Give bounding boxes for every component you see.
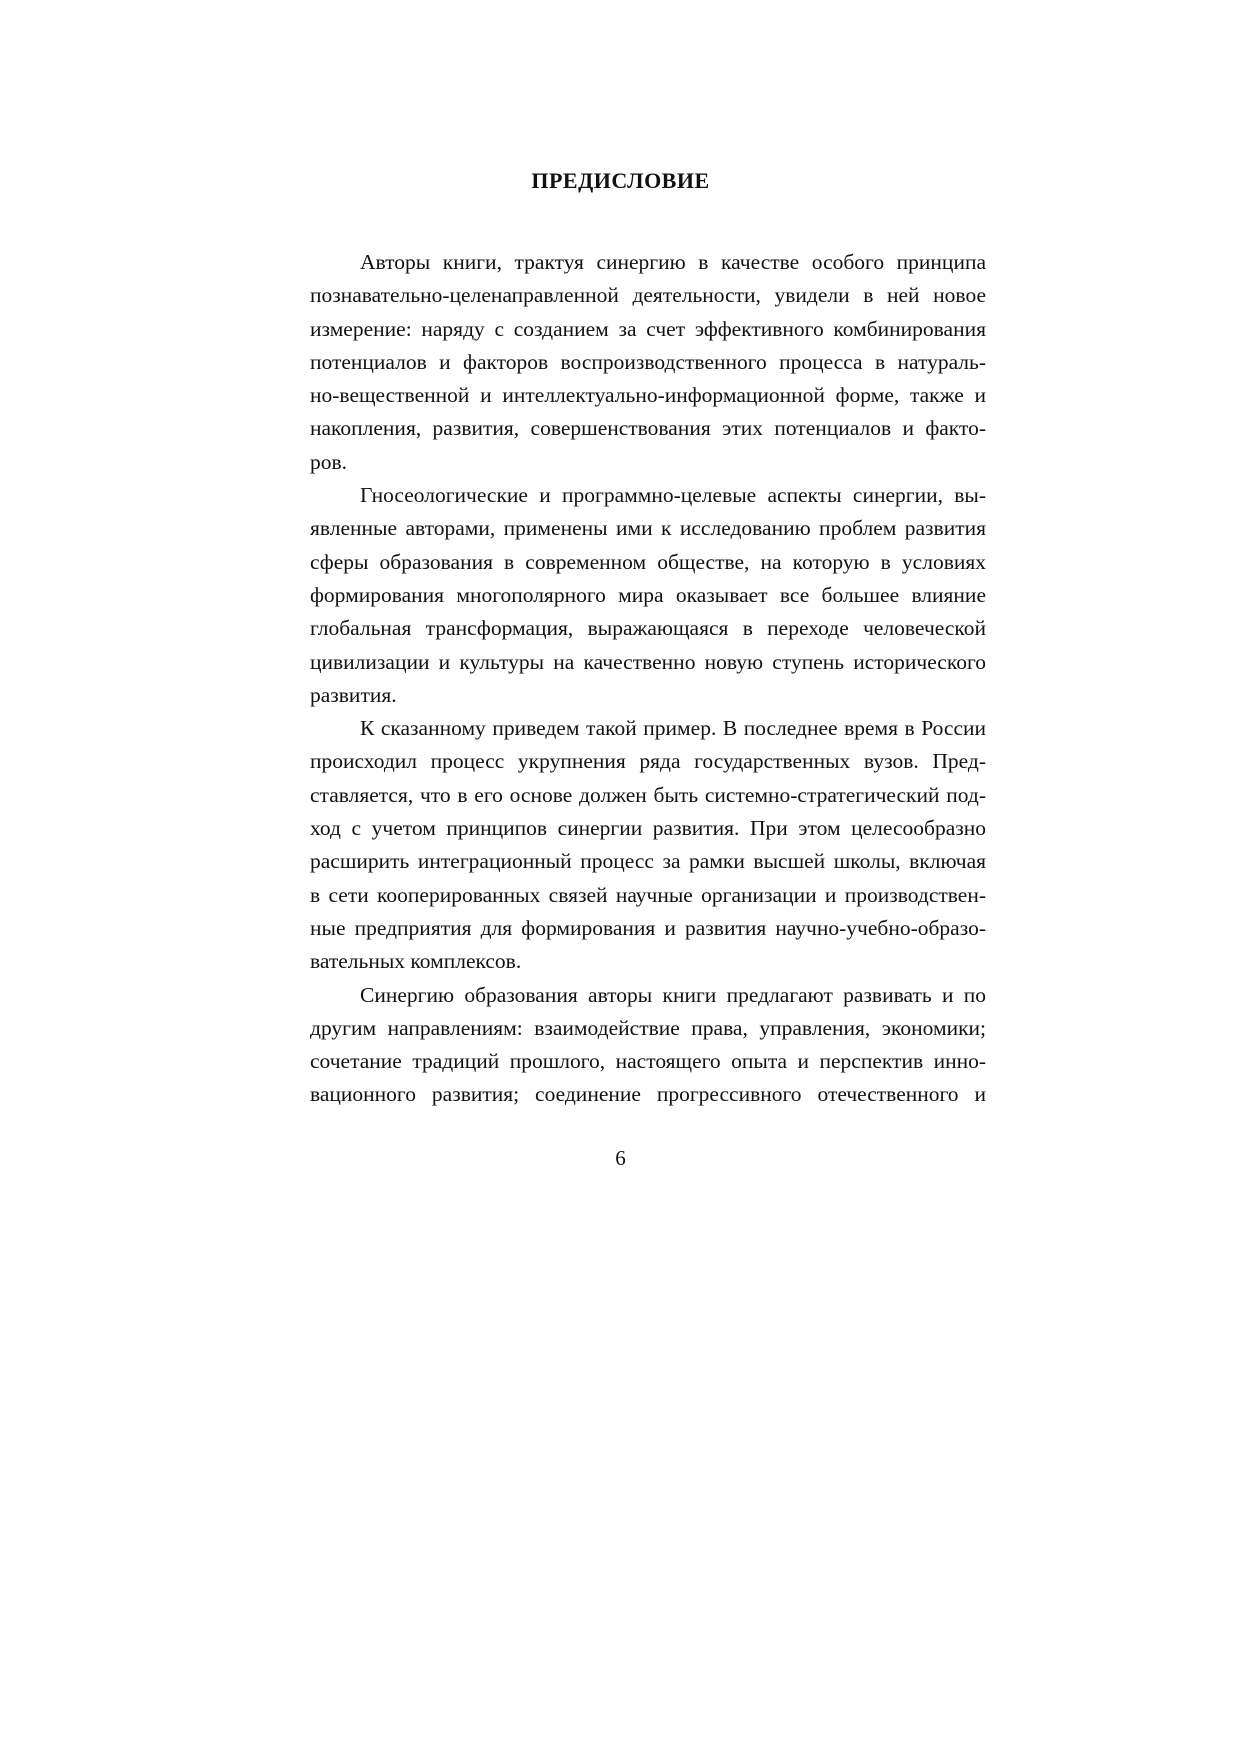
text-line: ход с учетом принципов синергии развития. При этом целесообразно [310,816,986,841]
text-line: глобальная трансформация, выражающаяся в переходе человеческой [310,616,986,641]
text-line: сферы образования в современном обществе, на которую в условиях [310,549,986,574]
text-line: формирования многополярного мира оказывает все большее влияние [310,582,986,607]
text-line: в сети кооперированных связей научные организации и производствен- [310,882,986,907]
text-line: цивилизации и культуры на качественно новую ступень исторического [310,649,986,674]
text-line: Авторы книги, трактуя синергию в качестве особого принципа [360,250,986,274]
text-line: К сказанному приведем такой пример. В последнее время в России [360,716,986,741]
text-line: но-вещественной и интеллектуально-информационной форме, также и [310,383,986,408]
page-title: ПРЕДИСЛОВИЕ [531,168,710,193]
text-line: явленные авторами, применены ими к исследованию проблем развития [310,516,986,541]
text-line: накопления, развития, совершенствования этих потенциалов и факто- [310,416,986,441]
text-line: познавательно-целенаправленной деятельности, увидели в ней новое [310,283,986,308]
text-line: вационного развития; соединение прогрессивного отечественного и [310,1082,986,1107]
text-line: вательных комплексов. [310,949,522,974]
text-line: расширить интеграционный процесс за рамки высшей школы, включая [310,849,986,874]
paragraph [310,712,986,978]
body-text [310,246,986,1112]
text-line: развития. [310,682,397,707]
text-line: измерение: наряду с созданием за счет эффективного комбинирования [310,316,986,341]
text-line: сочетание традиций прошлого, настоящего опыта и перспектив инно- [310,1049,986,1074]
text-line: происходил процесс укрупнения ряда государственных вузов. Пред- [310,749,986,774]
page-number: 6 [615,1146,626,1170]
paragraph [310,246,986,479]
text-line: ставляется, что в его основе должен быть системно-стратегический под- [310,782,986,807]
text-line: ров. [310,449,348,474]
text-line: потенциалов и факторов воспроизводственного процесса в натураль- [310,349,986,374]
text-line: Синергию образования авторы книги предлагают развивать и по [360,982,986,1007]
text-line: Гносеологические и программно-целевые аспекты синергии, вы- [360,483,986,508]
text-line: ные предприятия для формирования и развития научно-учебно-образо- [310,915,986,940]
text-line: другим направлениям: взаимодействие права, управления, экономики; [310,1015,986,1040]
paragraph [310,979,986,1112]
paragraph [310,479,986,712]
